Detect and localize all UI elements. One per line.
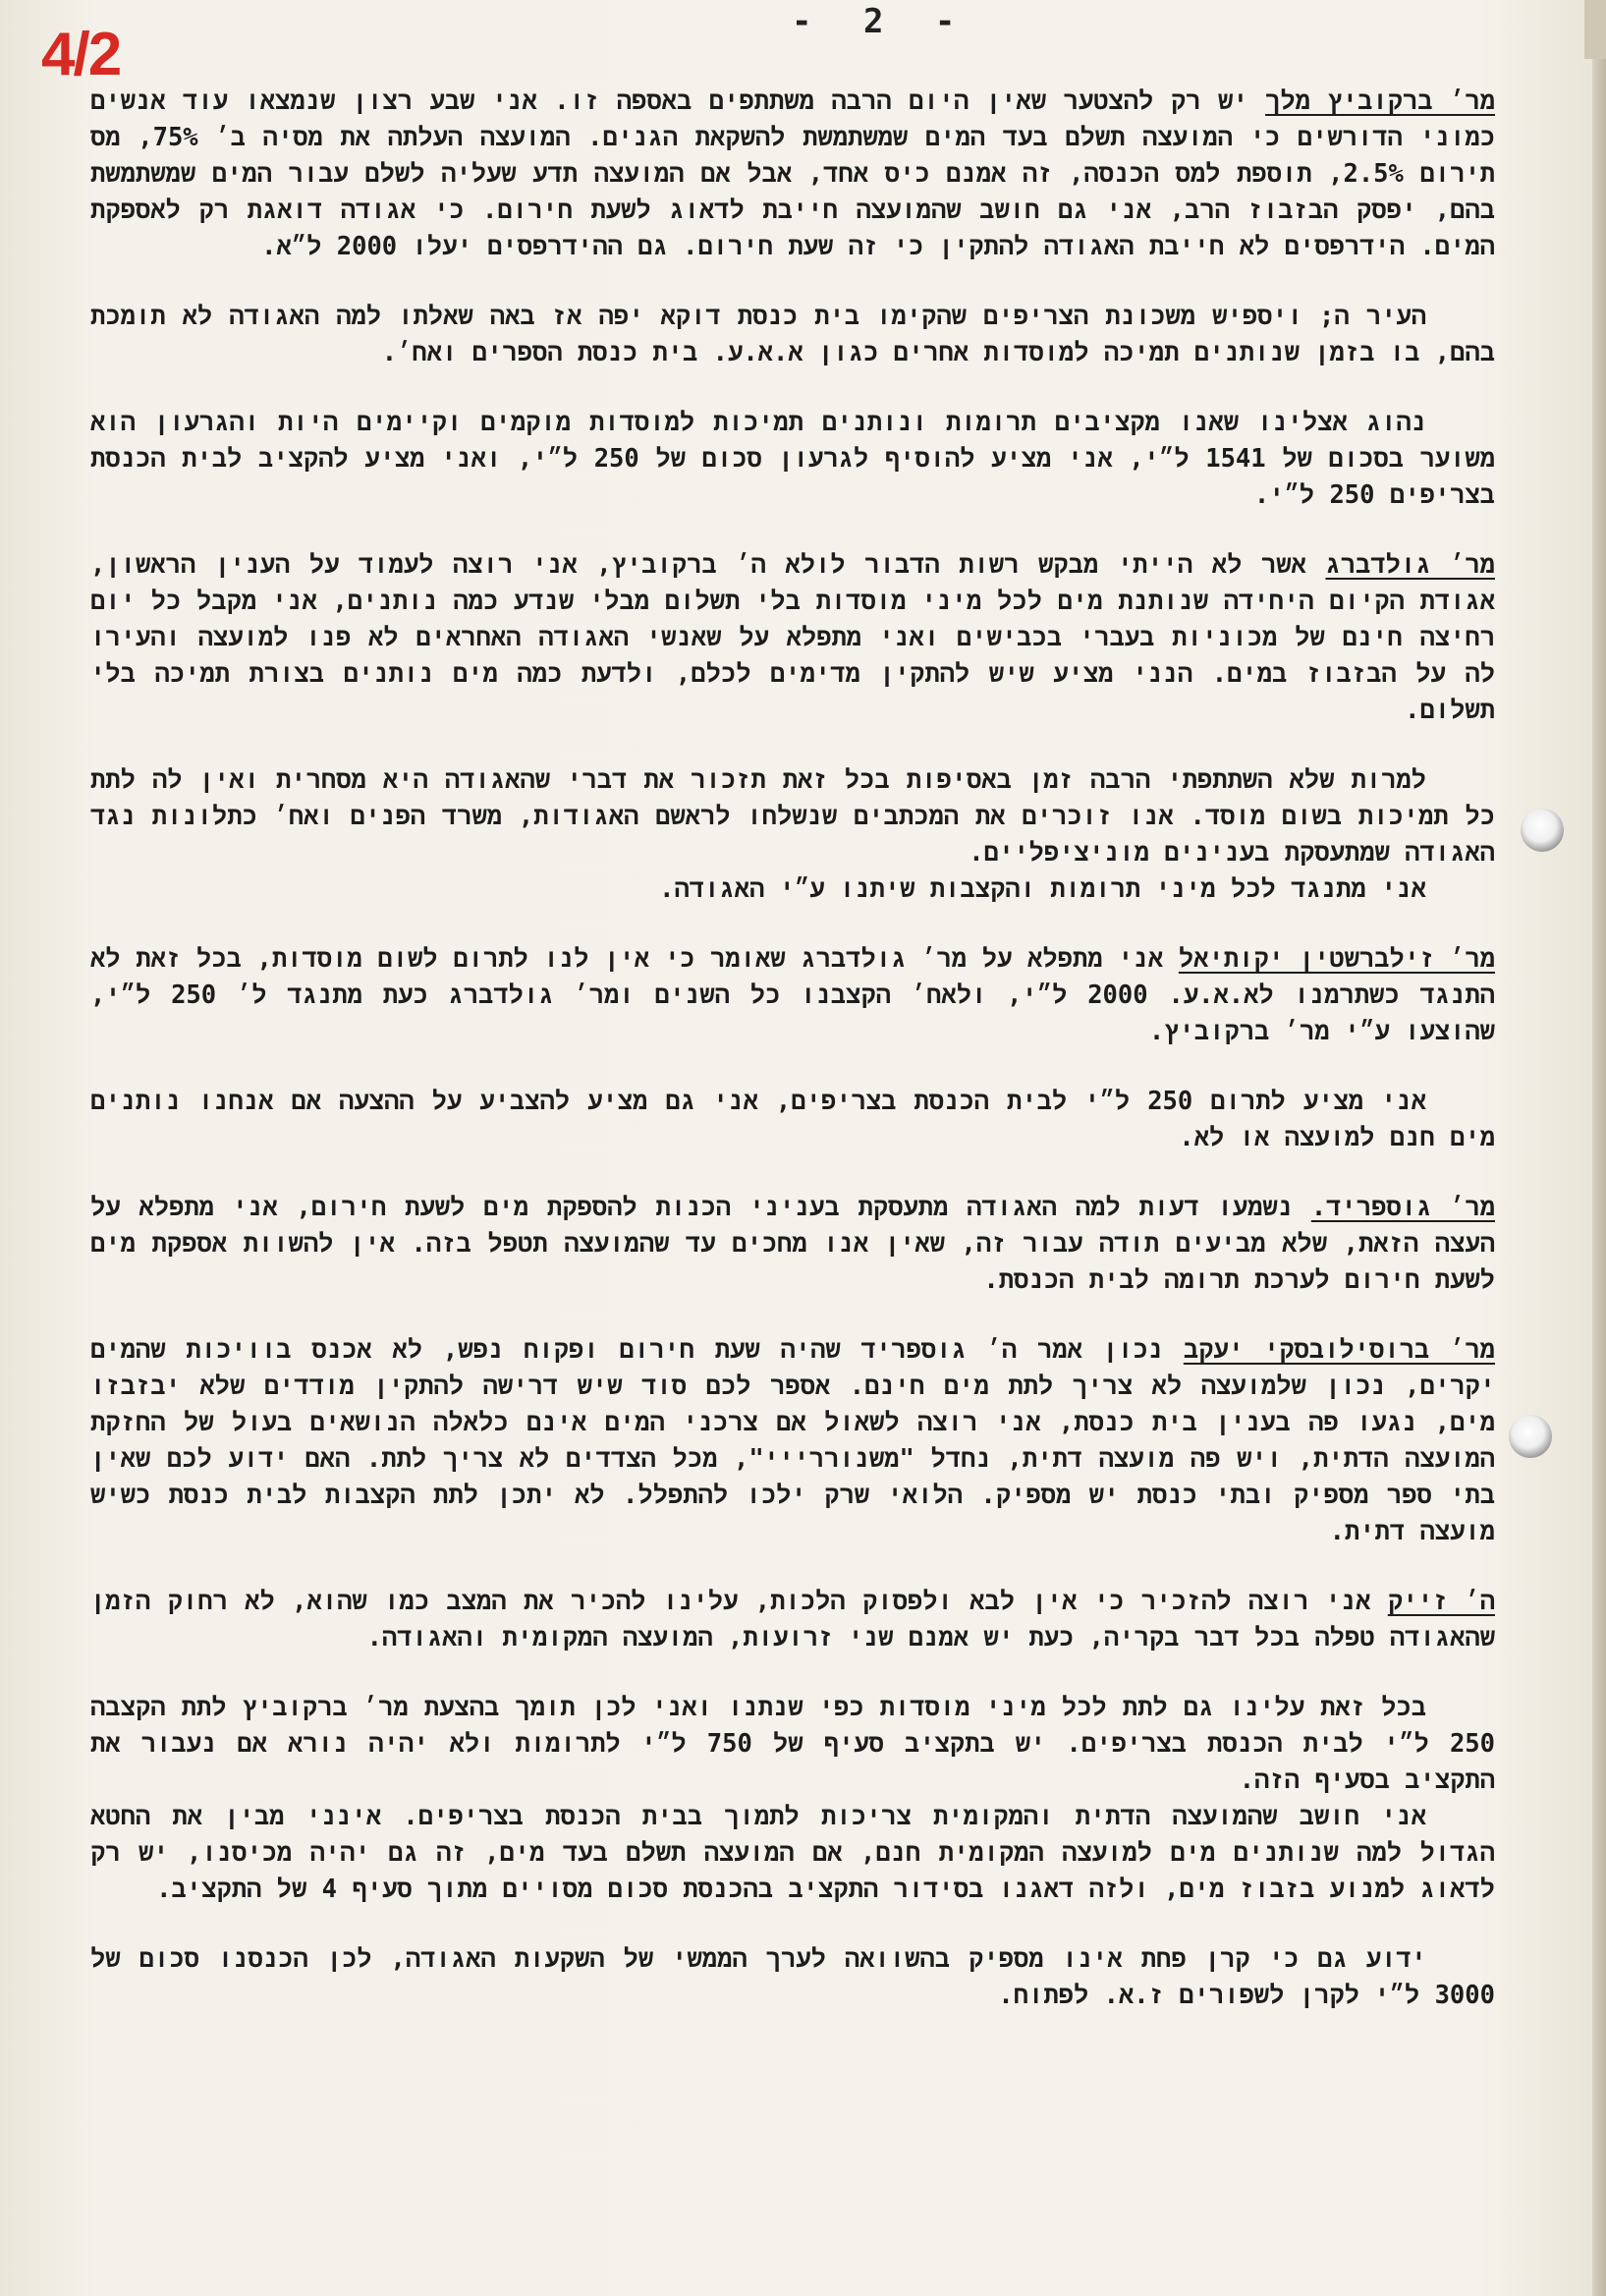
paragraph-text: אשר לא הייתי מבקש רשות הדבור לולא ה׳ ברקוביץ, אני רוצה לעמוד על הענין הראשון, אגודת הקיום היחידה שנותנת מים לכל מיני מוסדות בלי תשלום מבלי שנדע כמה נותנים, אני מקבל כל יום רחיצה חינם של מכוניות בעברי בכבישים ואני מתפלא על שאנשי האגודה האחראים לא פנו למועצה והעירו לה על הבזבוז במים. הנני מציע שיש להתקין מדימים לכלם, ולדעת כמה מים נותנים בצורת תמיכה בלי תשלום. (90, 550, 1495, 725)
speaker-name: ה׳ זייק (1387, 1587, 1496, 1616)
page-number: - 2 - (792, 2, 971, 41)
paragraph-text: העיר ה; ויספיש משכונת הצריפים שהקימו בית כנסת דוקא יפה אז באה שאלתו למה האגודה לא תומכת בהם, בו בזמן שנותנים תמיכה למוסדות אחרים כגון א.א.ע. בית כנסת הספרים ואח׳. (90, 302, 1495, 367)
paragraph (90, 1941, 1495, 2014)
paragraph (90, 871, 1495, 908)
folio-mark: 4/2 (41, 21, 121, 88)
paragraph-text: אני רוצה להזכיר כי אין לבא ולפסוק הלכות, עלינו להכיר את המצב כמו שהוא, לא רחוק הזמן שהאגודה טפלה בכל דבר בקריה, כעת יש אמנם שני זרועות, המועצה המקומית והאגודה. (90, 1587, 1495, 1652)
paragraph (90, 405, 1495, 514)
paragraph-text: ידוע גם כי קרן פחת אינו מספיק בהשוואה לערך הממשי של השקעות האגודה, לכן הכנסנו סכום של 3000 ל״י לקרן לשפורים ז.א. לפתוח. (90, 1944, 1495, 2010)
paragraph-text: יש רק להצטער שאין היום הרבה משתתפים באספה זו. אני שבע רצון שנמצאו עוד אנשים כמוני הדורשים כי המועצה תשלם בעד המים שמשתמשת להשקאת הגנים. המועצה העלתה את מסיה ב׳ 75%, מס תירום 2.5%, תוספת למס הכנסה, זה אמנם כיס אחד, אבל אם המועצה תדע שעליה לשלם עבור המים שמשתמשת בהם, יפסק הבזבוז הרב, אני גם חושב שהמועצה חייבת לדאוג לשעת חירום. כי אגודה דואגת רק לאספקת המים. הידרפסים לא חייבת האגודה להתקין כי זה שעת חירום. גם ההידרפסים יעלו 2000 ל״א. (90, 86, 1495, 261)
paragraph (90, 299, 1495, 371)
paper-corner (1584, 0, 1606, 59)
paragraph (90, 1084, 1495, 1156)
paragraph (90, 941, 1495, 1050)
paragraph-text: למרות שלא השתתפתי הרבה זמן באסיפות בכל זאת תזכור את דברי שהאגודה היא מסחרית ואין לה לתת כל תמיכות בשום מוסד. אנו זוכרים את המכתבים שנשלחו לראשם האגודות, משרד הפנים ואח׳ כתלונות נגד האגודה שמתעסקת בענינים מוניציפליים. (90, 765, 1495, 868)
paragraph (90, 84, 1495, 265)
paragraph-text: נשמעו דעות למה האגודה מתעסקת בעניני הכנות להספקת מים לשעת חירום, אני מתפלא על העצה הזאת, שלא מביעים תודה עבור זה, שאין אנו מחכים עד שהמועצה תטפל בזה. אין להשוות אספקת מים לשעת חירום לערכת תרומה לבית הכנסת. (90, 1193, 1495, 1295)
document-body (90, 84, 1495, 2047)
paragraph (90, 1799, 1495, 1908)
speaker-name: מר׳ זילברשטין יקותיאל (1178, 944, 1495, 974)
speaker-name: מר׳ גוספריד. (1310, 1193, 1496, 1222)
paragraph (90, 1190, 1495, 1299)
punch-hole-icon (1509, 1415, 1552, 1458)
paragraph-text: אני מתנגד לכל מיני תרומות והקצבות שיתנו ע״י האגודה. (659, 874, 1426, 904)
speaker-name: מר׳ ברוסילובסקי יעקב (1183, 1335, 1495, 1365)
paragraph (90, 1332, 1495, 1550)
paragraph-text: נהוג אצלינו שאנו מקציבים תרומות ונותנים תמיכות למוסדות מוקמים וקיימים היות והגרעון הוא משוער בסכום של 1541 ל״י, אני מציע להוסיף לגרעון סכום של 250 ל״י, ואני מציע להקציב לבית הכנסת בצריפים 250 ל״י. (90, 408, 1496, 510)
paragraph-text: נכון אמר ה׳ גוספריד שהיה שעת חירום ופקוח נפש, לא אכנס בוויכות שהמים יקרים, נכון שלמועצה לא צריך לתת מים חינם. אספר לכם סוד שיש דרישה להתקין מודדים שלא יבזבזו מים, נגעו פה בענין בית כנסת, אני רוצה לשאול אם צרכני המים אינם כלאלה הנושאים בעול של החזקת המועצה הדתית, ויש פה מועצה דתית, נחדל "משנוררייי", מכל הצדדים לא צריך לתת. האם ידוע לכם שאין בתי ספר מספיק ובתי כנסת יש מספיק. הלואי שרק ילכו להתפלל. לא יתכן לתת הקצבות לבית כנסת כשיש מועצה דתית. (90, 1335, 1495, 1546)
paragraph-text: אני חושב שהמועצה הדתית והמקומית צריכות לתמוך בבית הכנסת בצריפים. אינני מבין את החטא הגדול למה שנותנים מים למועצה המקומית חנם, אם המועצה תשלם בעד מים, זה גם יהיה מכיסנו, יש רק לדאוג למנוע בזבוז מים, ולזה דאגנו בסידור התקציב בהכנסת סכום מסויים מתוך סעיף 4 של התקציב. (90, 1802, 1495, 1904)
paragraph (90, 1690, 1495, 1799)
paragraph-text: אני מתפלא על מר׳ גולדברג שאומר כי אין לנו לתרום לשום מוסדות, בכל זאת לא התנגד כשתרמנו לא.א.ע. 2000 ל״י, ולאח׳ הקצבנו כל השנים ומר׳ גולדברג כעת מתנגד ל׳ 250 ל״י, שהוצעו ע״י מר׳ ברקוביץ. (90, 944, 1495, 1046)
paragraph-text: אני מציע לתרום 250 ל״י לבית הכנסת בצריפים, אני גם מציע להצביע על ההצעה אם אנחנו נותנים מים חנם למועצה או לא. (90, 1087, 1495, 1152)
speaker-name: מר׳ גולדברג (1325, 550, 1495, 580)
paragraph (90, 762, 1495, 871)
punch-hole-icon (1521, 809, 1564, 852)
paragraph-text: בכל זאת עלינו גם לתת לכל מיני מוסדות כפי שנתנו ואני לכן תומך בהצעת מר׳ ברקוביץ לתת הקצבה 250 ל״י לבית הכנסת בצריפים. יש בתקציב סעיף של 750 ל״י לתרומות ולא יהיה נורא אם נעבור את התקציב בסעיף הזה. (90, 1693, 1495, 1795)
paper-edge (1592, 0, 1606, 2296)
paragraph (90, 1584, 1495, 1656)
speaker-name: מר׳ ברקוביץ מלך (1265, 86, 1496, 116)
paragraph (90, 547, 1495, 729)
